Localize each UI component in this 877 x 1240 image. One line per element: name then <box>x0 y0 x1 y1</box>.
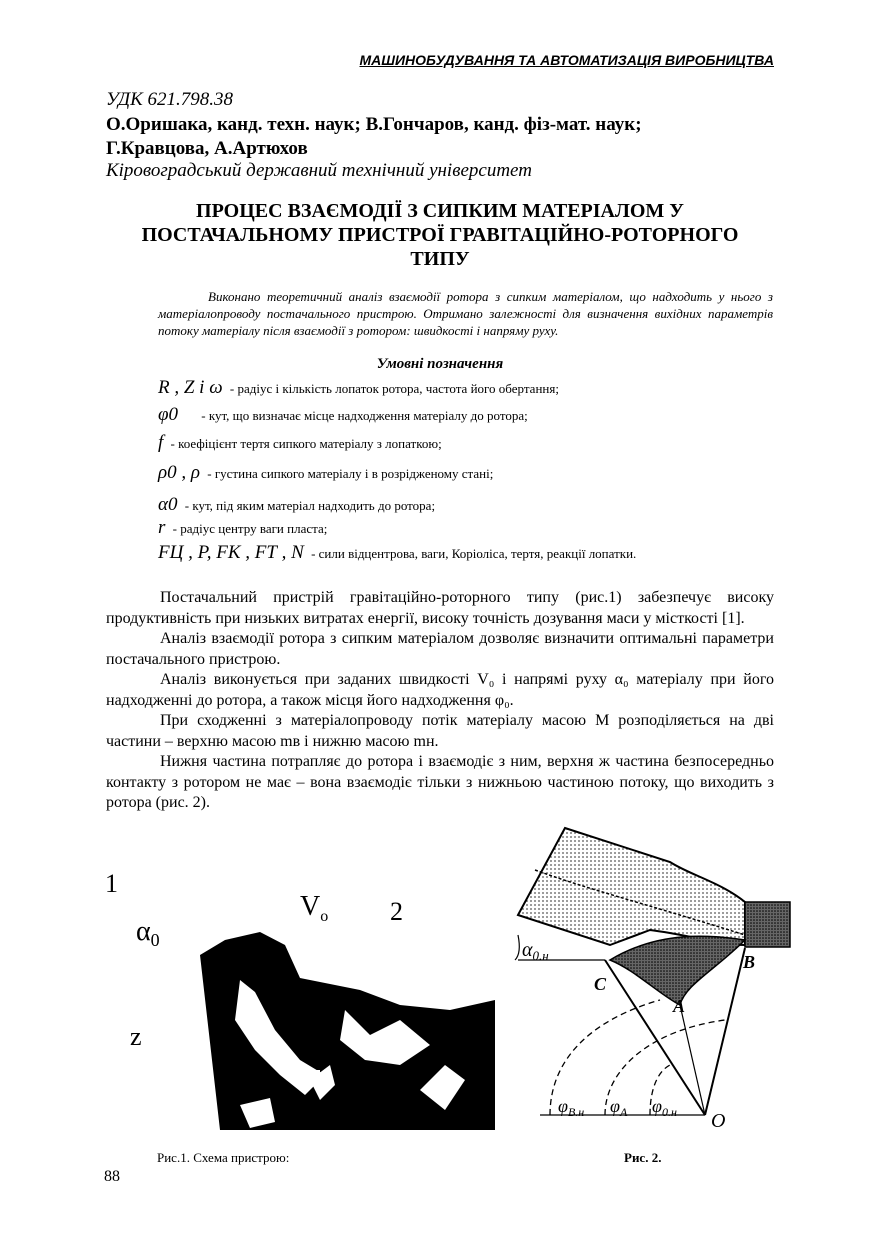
fig2-label-phi-b: $\varphi_{B.н}$ <box>558 1096 585 1119</box>
affiliation: Кіровоградський державний технічний університет <box>106 160 532 181</box>
notation-symbol: r <box>158 517 166 538</box>
notation-symbol: f <box>158 432 164 453</box>
title-line-2: ПОСТАЧАЛЬНОМУ ПРИСТРОЇ ГРАВІТАЦІЙНО-РОТОРНОГО <box>141 224 739 246</box>
notation-text: - коефіцієнт тертя сипкого матеріалу з лопаткою; <box>170 436 442 451</box>
notation-row <box>158 462 493 484</box>
notation-text: - радіус і кількість лопаток ротора, частота його обертання; <box>229 381 559 396</box>
figure-1-device-scheme <box>100 860 500 1135</box>
notation-row <box>158 542 636 564</box>
fig1-label-alpha: $\alpha_0$ <box>136 916 160 950</box>
fig2-label-o: O <box>711 1110 726 1132</box>
notation-symbol: ρ0 , ρ <box>158 462 200 483</box>
notation-row <box>158 517 327 539</box>
authors-line-2: Г.Кравцова, А.Артюхов <box>106 138 308 159</box>
notation-symbol: FЦ , P, FК , FТ , N <box>158 542 304 563</box>
notation-text: - сили відцентрова, ваги, Коріоліса, тертя, реакції лопатки. <box>311 546 637 561</box>
paragraph: Аналіз взаємодії ротора з сипким матеріалом дозволяє визначити оптимальні параметри постачального пристрою. <box>106 630 774 668</box>
notation-symbol: φ0 <box>158 404 179 425</box>
notation-symbol: α0 <box>158 494 178 515</box>
title-line-3: ТИПУ <box>410 248 470 270</box>
notation-text: - радіус центру ваги пласта; <box>172 521 328 536</box>
figure-1-caption: Рис.1. Схема пристрою: <box>157 1150 290 1165</box>
fig1-rotor-mechanism-drawing <box>200 930 495 1130</box>
body-text <box>106 588 774 814</box>
paragraph: Постачальний пристрій гравітаційно-роторного типу (рис.1) забезпечує високу продуктивність при низьких витратах енергії, високу точність дозування маси у місткості [1]. <box>106 589 774 627</box>
journal-section-header: МАШИНОБУДУВАННЯ ТА АВТОМАТИЗАЦІЯ ВИРОБНИЦТВА <box>359 52 774 68</box>
notation-row <box>158 377 559 399</box>
fig2-label-a: A <box>673 996 686 1016</box>
notation-text: - кут, що визначає місце надходження матеріалу до ротора; <box>201 408 528 423</box>
authors <box>106 113 786 161</box>
fig1-label-2: 2 <box>390 897 403 926</box>
notation-heading: Умовні позначення <box>376 356 504 372</box>
paragraph: Аналіз виконується при заданих швидкості V₀ і напрямі руху α₀ матеріалу при його надходженні до ротора, а також місця його надходження φ₀. <box>106 671 774 709</box>
notation-text: - кут, під яким матеріал надходить до ротора; <box>184 498 436 513</box>
figure-2-interaction-geometry <box>510 820 795 1140</box>
notation-row <box>158 432 442 454</box>
paragraph: При сходженні з матеріалопроводу потік матеріалу масою М розподіляється на дві частини – верхню масою mв і нижню масою mн. <box>106 712 774 750</box>
fig2-label-b: B <box>743 952 756 972</box>
authors-line-1: О.Оришака, канд. техн. наук; В.Гончаров, канд. фіз-мат. наук; <box>106 114 642 135</box>
fig2-label-phi-a: $\varphi_A$ <box>610 1096 628 1119</box>
page-number: 88 <box>104 1168 120 1185</box>
figure-2-caption: Рис. 2. <box>624 1150 662 1165</box>
notation-row <box>158 494 435 516</box>
fig2-chute-drawing <box>518 828 790 1005</box>
paper-title <box>110 199 770 271</box>
fig1-label-1: 1 <box>105 869 118 898</box>
udk-code: УДК 621.798.38 <box>106 89 233 110</box>
fig2-label-phi-0: $\varphi_{0.н}$ <box>652 1096 677 1119</box>
fig2-label-alpha: $\alpha_{0.н}$ <box>522 939 549 963</box>
fig1-label-v: $V_o$ <box>300 891 329 925</box>
fig2-label-c: C <box>594 974 607 994</box>
notation-row <box>158 404 528 426</box>
paragraph: Нижня частина потрапляє до ротора і взаємодіє з ним, верхня ж частина безпосередньо контакту з ротором не має – вона взаємодіє тільки з нижньою частиною потоку, що виходить з ротора (рис. 2). <box>106 753 774 811</box>
fig1-label-z: z <box>130 1022 142 1051</box>
notation-symbol: R , Z і ω <box>158 377 223 398</box>
title-line-1: ПРОЦЕС ВЗАЄМОДІЇ З СИПКИМ МАТЕРІАЛОМ У <box>196 200 684 222</box>
notation-text: - густина сипкого матеріалу і в розрідженому стані; <box>207 466 494 481</box>
abstract: Виконано теоретичний аналіз взаємодії ротора з сипким матеріалом, що надходить у нього з матеріалопроводу постачального пристрою. Отримано залежності для визначення вихідних параметрів потоку матеріалу після взаємодії з ротором: швидкості і напряму руху. <box>158 289 773 338</box>
